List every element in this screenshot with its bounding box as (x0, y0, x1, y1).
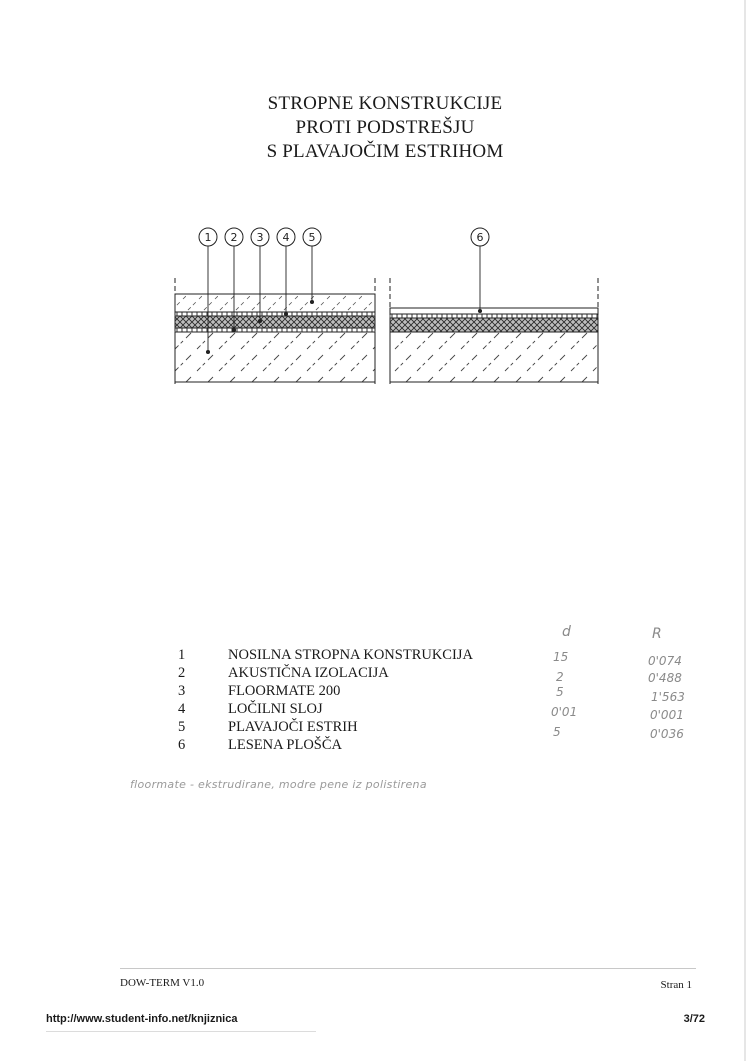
legend-number: 1 (178, 647, 186, 663)
handwritten-r-header: R (652, 626, 662, 642)
legend-label: AKUSTIČNA IZOLACIJA (228, 665, 389, 681)
handwritten-d-value: 2 (556, 670, 564, 684)
legend-label: PLAVAJOČI ESTRIH (228, 719, 358, 735)
handwritten-d-value: 0'01 (551, 705, 578, 719)
legend-item (178, 718, 473, 736)
handwritten-r-value: 1'563 (651, 690, 685, 704)
left-section (175, 278, 375, 384)
handwritten-r-value: 0'074 (648, 654, 682, 668)
handwritten-d-header: d (562, 624, 571, 640)
section-drawing (150, 220, 610, 392)
legend-label: NOSILNA STROPNA KONSTRUKCIJA (228, 647, 473, 663)
page-edge (744, 0, 746, 1061)
title-line-1: STROPNE KONSTRUKCIJE (267, 93, 503, 114)
legend-number: 5 (178, 719, 186, 735)
handwritten-d-value: 15 (553, 650, 569, 664)
callout-1: 1 (204, 231, 212, 244)
legend-item (178, 682, 473, 700)
right-section (390, 278, 598, 384)
legend-label: FLOORMATE 200 (228, 683, 341, 699)
legend-label: LOČILNI SLOJ (228, 701, 323, 717)
handwritten-d-value: 5 (556, 685, 564, 699)
title-line-3: S PLAVAJOČIM ESTRIHOM (266, 141, 504, 162)
handwritten-note: floormate - ekstrudirane, modre pene iz polistirena (130, 778, 427, 791)
footer-page-label: Stran 1 (660, 979, 692, 991)
legend-item (178, 700, 473, 718)
callout-6: 6 (476, 231, 484, 244)
legend-number: 3 (178, 683, 186, 699)
handwritten-r-value: 0'001 (650, 708, 684, 722)
page-counter: 3/72 (683, 1013, 705, 1025)
document-title (150, 92, 620, 164)
url-divider (46, 1031, 316, 1032)
legend-list (178, 646, 473, 754)
legend-item (178, 736, 473, 754)
callout-5: 5 (308, 231, 316, 244)
legend-item (178, 664, 473, 682)
legend-number: 4 (178, 701, 186, 717)
title-line-2: PROTI PODSTREŠJU (295, 117, 475, 138)
legend-number: 2 (178, 665, 186, 681)
callout-2: 2 (230, 231, 238, 244)
handwritten-r-value: 0'036 (650, 727, 684, 741)
handwritten-r-value: 0'488 (648, 671, 682, 685)
handwritten-d-value: 5 (553, 725, 561, 739)
source-url: http://www.student-info.net/knjiznica (46, 1013, 238, 1025)
legend-label: LESENA PLOŠČA (228, 737, 343, 753)
legend-number: 6 (178, 737, 186, 753)
callout-3: 3 (256, 231, 264, 244)
callout-4: 4 (282, 231, 290, 244)
legend-item (178, 646, 473, 664)
footer-doc-version: DOW-TERM V1.0 (120, 977, 205, 989)
footer-divider (120, 968, 696, 969)
